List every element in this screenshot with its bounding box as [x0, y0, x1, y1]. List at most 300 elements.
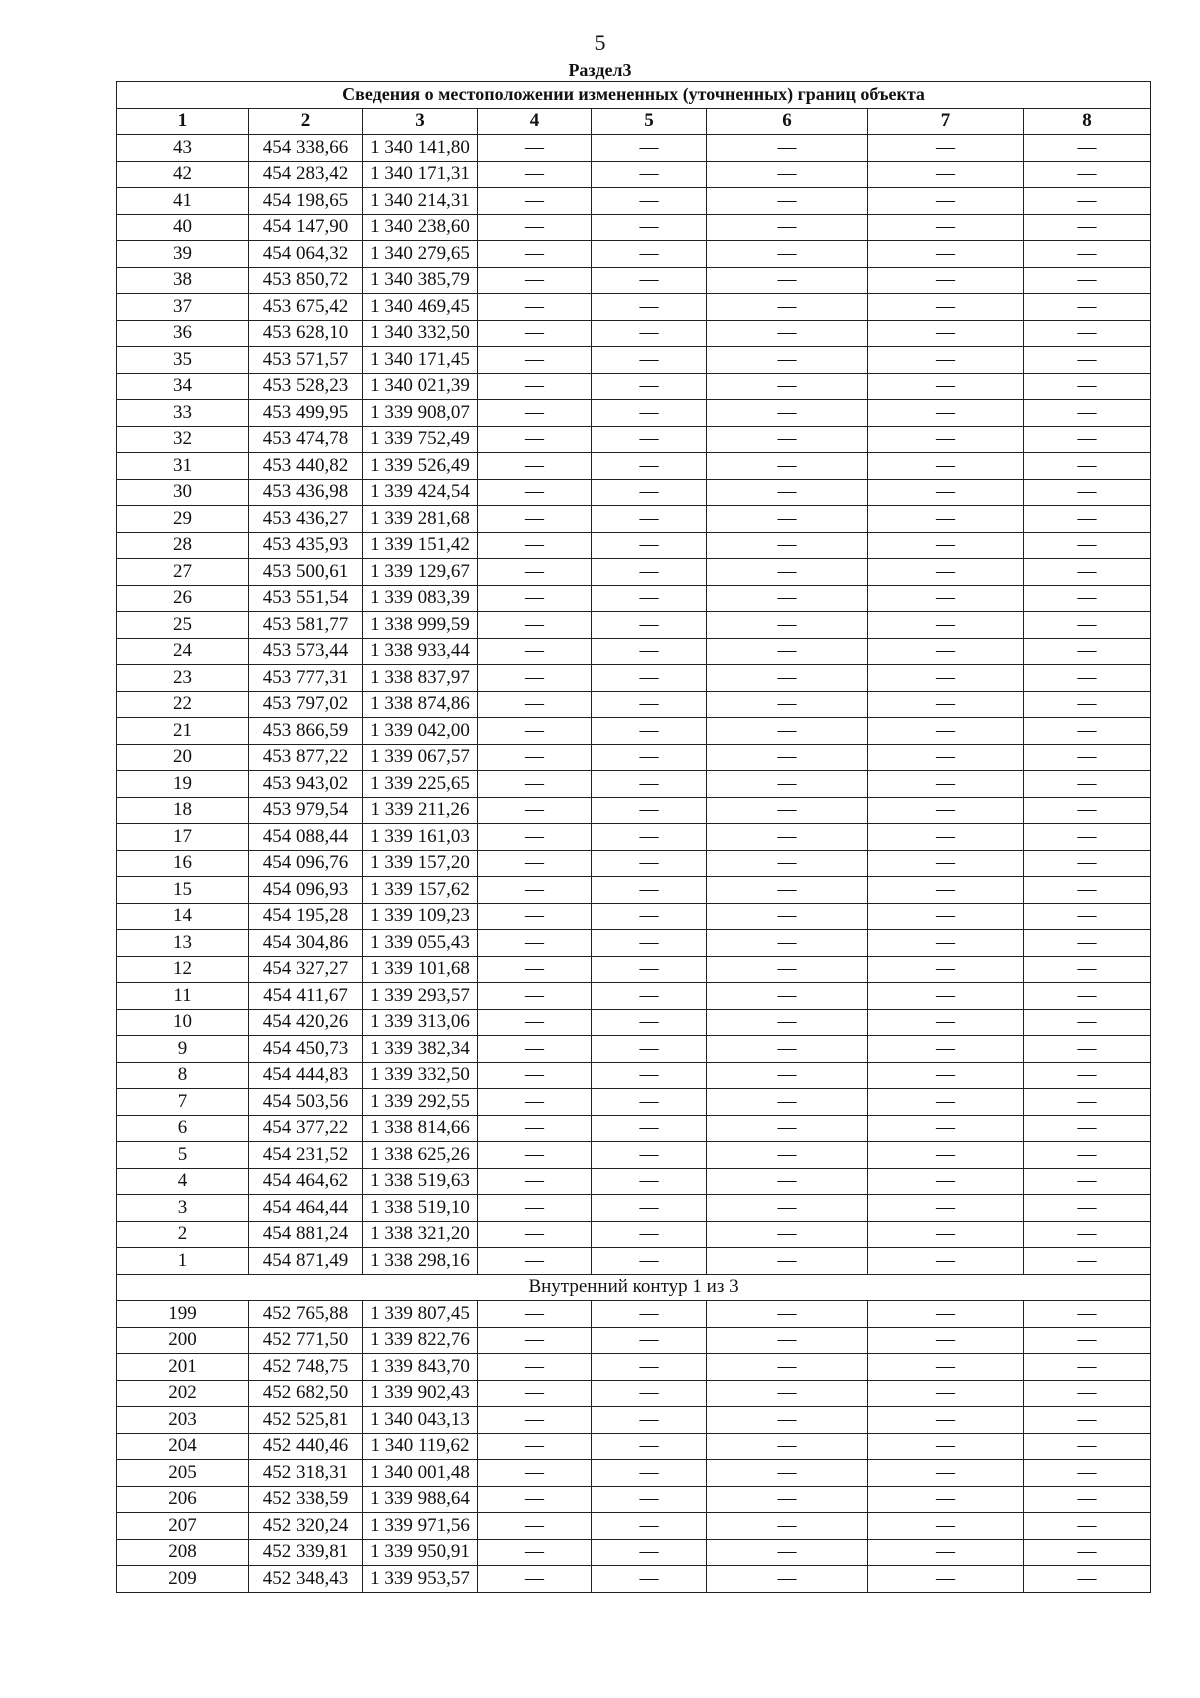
- empty-mark-cell: —: [592, 400, 707, 427]
- x-coordinate-cell: 453 435,93: [249, 532, 363, 559]
- empty-mark-cell: —: [592, 1460, 707, 1487]
- y-coordinate-cell: 1 339 157,20: [363, 850, 478, 877]
- empty-mark-cell: —: [868, 1407, 1024, 1434]
- point-number-cell: 9: [117, 1036, 249, 1063]
- y-coordinate-cell: 1 339 807,45: [363, 1301, 478, 1328]
- empty-mark-cell: —: [592, 1301, 707, 1328]
- y-coordinate-cell: 1 340 171,45: [363, 347, 478, 374]
- empty-mark-cell: —: [868, 320, 1024, 347]
- empty-mark-cell: —: [478, 135, 592, 162]
- empty-mark-cell: —: [592, 1195, 707, 1222]
- empty-mark-cell: —: [592, 718, 707, 745]
- table-row: [117, 161, 1151, 188]
- empty-mark-cell: —: [478, 320, 592, 347]
- empty-mark-cell: —: [868, 691, 1024, 718]
- x-coordinate-cell: 453 777,31: [249, 665, 363, 692]
- empty-mark-cell: —: [592, 612, 707, 639]
- empty-mark-cell: —: [707, 479, 868, 506]
- x-coordinate-cell: 453 628,10: [249, 320, 363, 347]
- table-row: [117, 1513, 1151, 1540]
- empty-mark-cell: —: [592, 1513, 707, 1540]
- table-row: [117, 532, 1151, 559]
- point-number-cell: 43: [117, 135, 249, 162]
- empty-mark-cell: —: [592, 1407, 707, 1434]
- column-header: 6: [707, 108, 868, 135]
- empty-mark-cell: —: [868, 718, 1024, 745]
- table-row: [117, 824, 1151, 851]
- point-number-cell: 6: [117, 1115, 249, 1142]
- table-row: [117, 1460, 1151, 1487]
- x-coordinate-cell: 453 573,44: [249, 638, 363, 665]
- y-coordinate-cell: 1 339 161,03: [363, 824, 478, 851]
- point-number-cell: 24: [117, 638, 249, 665]
- empty-mark-cell: —: [868, 1115, 1024, 1142]
- empty-mark-cell: —: [478, 956, 592, 983]
- empty-mark-cell: —: [478, 612, 592, 639]
- empty-mark-cell: —: [707, 983, 868, 1010]
- y-coordinate-cell: 1 339 293,57: [363, 983, 478, 1010]
- x-coordinate-cell: 454 064,32: [249, 241, 363, 268]
- x-coordinate-cell: 454 464,44: [249, 1195, 363, 1222]
- empty-mark-cell: —: [707, 1327, 868, 1354]
- y-coordinate-cell: 1 340 141,80: [363, 135, 478, 162]
- point-number-cell: 19: [117, 771, 249, 798]
- empty-mark-cell: —: [707, 797, 868, 824]
- y-coordinate-cell: 1 340 001,48: [363, 1460, 478, 1487]
- table-caption-row: [117, 82, 1151, 109]
- column-header: 1: [117, 108, 249, 135]
- point-number-cell: 27: [117, 559, 249, 586]
- empty-mark-cell: —: [868, 559, 1024, 586]
- point-number-cell: 206: [117, 1486, 249, 1513]
- empty-mark-cell: —: [1024, 638, 1151, 665]
- x-coordinate-cell: 452 348,43: [249, 1566, 363, 1593]
- empty-mark-cell: —: [707, 1009, 868, 1036]
- empty-mark-cell: —: [868, 638, 1024, 665]
- empty-mark-cell: —: [707, 294, 868, 321]
- point-number-cell: 14: [117, 903, 249, 930]
- empty-mark-cell: —: [478, 1221, 592, 1248]
- empty-mark-cell: —: [707, 718, 868, 745]
- empty-mark-cell: —: [592, 214, 707, 241]
- empty-mark-cell: —: [868, 453, 1024, 480]
- point-number-cell: 209: [117, 1566, 249, 1593]
- empty-mark-cell: —: [707, 1354, 868, 1381]
- empty-mark-cell: —: [707, 1221, 868, 1248]
- empty-mark-cell: —: [592, 824, 707, 851]
- empty-mark-cell: —: [707, 1513, 868, 1540]
- empty-mark-cell: —: [478, 797, 592, 824]
- empty-mark-cell: —: [868, 1513, 1024, 1540]
- empty-mark-cell: —: [592, 1486, 707, 1513]
- empty-mark-cell: —: [868, 426, 1024, 453]
- empty-mark-cell: —: [868, 1301, 1024, 1328]
- y-coordinate-cell: 1 340 385,79: [363, 267, 478, 294]
- empty-mark-cell: —: [478, 1566, 592, 1593]
- empty-mark-cell: —: [478, 453, 592, 480]
- empty-mark-cell: —: [1024, 1115, 1151, 1142]
- empty-mark-cell: —: [478, 1062, 592, 1089]
- table-caption: Сведения о местоположении измененных (уточненных) границ объекта: [117, 82, 1151, 109]
- table-row: [117, 373, 1151, 400]
- point-number-cell: 200: [117, 1327, 249, 1354]
- table-row: [117, 294, 1151, 321]
- empty-mark-cell: —: [478, 744, 592, 771]
- column-header: 4: [478, 108, 592, 135]
- point-number-cell: 7: [117, 1089, 249, 1116]
- x-coordinate-cell: 452 748,75: [249, 1354, 363, 1381]
- empty-mark-cell: —: [592, 1142, 707, 1169]
- table-body: [117, 135, 1151, 1593]
- empty-mark-cell: —: [592, 1433, 707, 1460]
- x-coordinate-cell: 452 682,50: [249, 1380, 363, 1407]
- y-coordinate-cell: 1 339 083,39: [363, 585, 478, 612]
- empty-mark-cell: —: [478, 347, 592, 374]
- point-number-cell: 37: [117, 294, 249, 321]
- empty-mark-cell: —: [707, 1142, 868, 1169]
- empty-mark-cell: —: [478, 188, 592, 215]
- empty-mark-cell: —: [478, 1433, 592, 1460]
- column-header: 8: [1024, 108, 1151, 135]
- empty-mark-cell: —: [868, 188, 1024, 215]
- empty-mark-cell: —: [592, 1354, 707, 1381]
- point-number-cell: 204: [117, 1433, 249, 1460]
- column-header-row: [117, 108, 1151, 135]
- point-number-cell: 207: [117, 1513, 249, 1540]
- empty-mark-cell: —: [478, 1327, 592, 1354]
- empty-mark-cell: —: [592, 188, 707, 215]
- empty-mark-cell: —: [868, 1195, 1024, 1222]
- empty-mark-cell: —: [868, 1380, 1024, 1407]
- empty-mark-cell: —: [707, 135, 868, 162]
- x-coordinate-cell: 453 581,77: [249, 612, 363, 639]
- empty-mark-cell: —: [592, 267, 707, 294]
- empty-mark-cell: —: [868, 665, 1024, 692]
- y-coordinate-cell: 1 340 332,50: [363, 320, 478, 347]
- y-coordinate-cell: 1 338 933,44: [363, 638, 478, 665]
- empty-mark-cell: —: [478, 824, 592, 851]
- empty-mark-cell: —: [707, 850, 868, 877]
- empty-mark-cell: —: [868, 532, 1024, 559]
- empty-mark-cell: —: [592, 1062, 707, 1089]
- empty-mark-cell: —: [1024, 1168, 1151, 1195]
- empty-mark-cell: —: [1024, 585, 1151, 612]
- empty-mark-cell: —: [707, 267, 868, 294]
- x-coordinate-cell: 453 866,59: [249, 718, 363, 745]
- table-row: [117, 1407, 1151, 1434]
- table-row: [117, 638, 1151, 665]
- empty-mark-cell: —: [1024, 135, 1151, 162]
- empty-mark-cell: —: [707, 1433, 868, 1460]
- x-coordinate-cell: 454 464,62: [249, 1168, 363, 1195]
- empty-mark-cell: —: [868, 1354, 1024, 1381]
- empty-mark-cell: —: [1024, 267, 1151, 294]
- x-coordinate-cell: 453 528,23: [249, 373, 363, 400]
- empty-mark-cell: —: [1024, 1062, 1151, 1089]
- empty-mark-cell: —: [868, 771, 1024, 798]
- table-row: [117, 241, 1151, 268]
- empty-mark-cell: —: [592, 1115, 707, 1142]
- x-coordinate-cell: 454 283,42: [249, 161, 363, 188]
- page-number: 5: [594, 30, 606, 55]
- table-row: [117, 612, 1151, 639]
- empty-mark-cell: —: [592, 903, 707, 930]
- x-coordinate-cell: 453 943,02: [249, 771, 363, 798]
- empty-mark-cell: —: [478, 585, 592, 612]
- x-coordinate-cell: 453 500,61: [249, 559, 363, 586]
- point-number-cell: 34: [117, 373, 249, 400]
- empty-mark-cell: —: [1024, 294, 1151, 321]
- empty-mark-cell: —: [1024, 744, 1151, 771]
- x-coordinate-cell: 452 320,24: [249, 1513, 363, 1540]
- point-number-cell: 16: [117, 850, 249, 877]
- table-row: [117, 903, 1151, 930]
- empty-mark-cell: —: [478, 426, 592, 453]
- empty-mark-cell: —: [707, 771, 868, 798]
- empty-mark-cell: —: [478, 930, 592, 957]
- point-number-cell: 23: [117, 665, 249, 692]
- point-number-cell: 5: [117, 1142, 249, 1169]
- x-coordinate-cell: 454 088,44: [249, 824, 363, 851]
- point-number-cell: 18: [117, 797, 249, 824]
- x-coordinate-cell: 452 525,81: [249, 1407, 363, 1434]
- y-coordinate-cell: 1 338 999,59: [363, 612, 478, 639]
- y-coordinate-cell: 1 340 171,31: [363, 161, 478, 188]
- y-coordinate-cell: 1 339 313,06: [363, 1009, 478, 1036]
- y-coordinate-cell: 1 339 822,76: [363, 1327, 478, 1354]
- empty-mark-cell: —: [1024, 718, 1151, 745]
- empty-mark-cell: —: [592, 479, 707, 506]
- y-coordinate-cell: 1 340 043,13: [363, 1407, 478, 1434]
- empty-mark-cell: —: [1024, 665, 1151, 692]
- empty-mark-cell: —: [478, 1301, 592, 1328]
- empty-mark-cell: —: [707, 1168, 868, 1195]
- y-coordinate-cell: 1 339 953,57: [363, 1566, 478, 1593]
- x-coordinate-cell: 453 440,82: [249, 453, 363, 480]
- y-coordinate-cell: 1 339 129,67: [363, 559, 478, 586]
- y-coordinate-cell: 1 339 055,43: [363, 930, 478, 957]
- point-number-cell: 202: [117, 1380, 249, 1407]
- empty-mark-cell: —: [592, 1380, 707, 1407]
- x-coordinate-cell: 452 440,46: [249, 1433, 363, 1460]
- point-number-cell: 2: [117, 1221, 249, 1248]
- empty-mark-cell: —: [868, 1036, 1024, 1063]
- x-coordinate-cell: 454 096,93: [249, 877, 363, 904]
- empty-mark-cell: —: [1024, 188, 1151, 215]
- y-coordinate-cell: 1 339 292,55: [363, 1089, 478, 1116]
- empty-mark-cell: —: [478, 771, 592, 798]
- empty-mark-cell: —: [868, 294, 1024, 321]
- empty-mark-cell: —: [707, 585, 868, 612]
- empty-mark-cell: —: [1024, 1433, 1151, 1460]
- empty-mark-cell: —: [478, 1513, 592, 1540]
- point-number-cell: 12: [117, 956, 249, 983]
- empty-mark-cell: —: [478, 850, 592, 877]
- x-coordinate-cell: 453 474,78: [249, 426, 363, 453]
- point-number-cell: 205: [117, 1460, 249, 1487]
- x-coordinate-cell: 453 675,42: [249, 294, 363, 321]
- empty-mark-cell: —: [478, 161, 592, 188]
- point-number-cell: 20: [117, 744, 249, 771]
- table-row: [117, 1301, 1151, 1328]
- table-row: [117, 1142, 1151, 1169]
- empty-mark-cell: —: [592, 294, 707, 321]
- y-coordinate-cell: 1 339 101,68: [363, 956, 478, 983]
- empty-mark-cell: —: [707, 1486, 868, 1513]
- x-coordinate-cell: 454 420,26: [249, 1009, 363, 1036]
- empty-mark-cell: —: [707, 930, 868, 957]
- empty-mark-cell: —: [868, 373, 1024, 400]
- y-coordinate-cell: 1 339 151,42: [363, 532, 478, 559]
- empty-mark-cell: —: [1024, 1221, 1151, 1248]
- y-coordinate-cell: 1 339 424,54: [363, 479, 478, 506]
- y-coordinate-cell: 1 339 211,26: [363, 797, 478, 824]
- x-coordinate-cell: 454 147,90: [249, 214, 363, 241]
- empty-mark-cell: —: [592, 506, 707, 533]
- empty-mark-cell: —: [478, 1142, 592, 1169]
- empty-mark-cell: —: [868, 241, 1024, 268]
- empty-mark-cell: —: [868, 956, 1024, 983]
- empty-mark-cell: —: [707, 612, 868, 639]
- empty-mark-cell: —: [868, 877, 1024, 904]
- empty-mark-cell: —: [1024, 479, 1151, 506]
- empty-mark-cell: —: [1024, 400, 1151, 427]
- y-coordinate-cell: 1 339 971,56: [363, 1513, 478, 1540]
- x-coordinate-cell: 452 771,50: [249, 1327, 363, 1354]
- x-coordinate-cell: 454 327,27: [249, 956, 363, 983]
- table-row: [117, 1539, 1151, 1566]
- contour-label: Внутренний контур 1 из 3: [117, 1274, 1151, 1301]
- empty-mark-cell: —: [707, 453, 868, 480]
- empty-mark-cell: —: [868, 400, 1024, 427]
- empty-mark-cell: —: [592, 1566, 707, 1593]
- section-title: Раздел3: [568, 60, 632, 80]
- y-coordinate-cell: 1 340 119,62: [363, 1433, 478, 1460]
- empty-mark-cell: —: [707, 400, 868, 427]
- table-row: [117, 320, 1151, 347]
- table-row: [117, 1168, 1151, 1195]
- empty-mark-cell: —: [868, 744, 1024, 771]
- y-coordinate-cell: 1 338 814,66: [363, 1115, 478, 1142]
- empty-mark-cell: —: [707, 1407, 868, 1434]
- empty-mark-cell: —: [868, 1221, 1024, 1248]
- empty-mark-cell: —: [868, 479, 1024, 506]
- contour-label-row: [117, 1274, 1151, 1301]
- empty-mark-cell: —: [707, 347, 868, 374]
- table-row: [117, 1009, 1151, 1036]
- empty-mark-cell: —: [707, 1062, 868, 1089]
- y-coordinate-cell: 1 339 988,64: [363, 1486, 478, 1513]
- empty-mark-cell: —: [478, 1036, 592, 1063]
- y-coordinate-cell: 1 338 837,97: [363, 665, 478, 692]
- empty-mark-cell: —: [592, 532, 707, 559]
- table-row: [117, 479, 1151, 506]
- empty-mark-cell: —: [1024, 506, 1151, 533]
- empty-mark-cell: —: [1024, 691, 1151, 718]
- y-coordinate-cell: 1 339 382,34: [363, 1036, 478, 1063]
- empty-mark-cell: —: [868, 1142, 1024, 1169]
- empty-mark-cell: —: [1024, 1354, 1151, 1381]
- point-number-cell: 32: [117, 426, 249, 453]
- empty-mark-cell: —: [592, 638, 707, 665]
- boundary-coordinates-table: [116, 81, 1151, 1593]
- empty-mark-cell: —: [1024, 1513, 1151, 1540]
- empty-mark-cell: —: [478, 373, 592, 400]
- empty-mark-cell: —: [592, 850, 707, 877]
- point-number-cell: 22: [117, 691, 249, 718]
- table-row: [117, 1327, 1151, 1354]
- empty-mark-cell: —: [478, 1089, 592, 1116]
- x-coordinate-cell: 454 450,73: [249, 1036, 363, 1063]
- x-coordinate-cell: 454 096,76: [249, 850, 363, 877]
- empty-mark-cell: —: [1024, 1195, 1151, 1222]
- empty-mark-cell: —: [592, 161, 707, 188]
- y-coordinate-cell: 1 339 332,50: [363, 1062, 478, 1089]
- y-coordinate-cell: 1 338 625,26: [363, 1142, 478, 1169]
- x-coordinate-cell: 452 318,31: [249, 1460, 363, 1487]
- empty-mark-cell: —: [478, 877, 592, 904]
- empty-mark-cell: —: [478, 1115, 592, 1142]
- empty-mark-cell: —: [478, 267, 592, 294]
- x-coordinate-cell: 453 436,98: [249, 479, 363, 506]
- y-coordinate-cell: 1 339 908,07: [363, 400, 478, 427]
- table-row: [117, 347, 1151, 374]
- y-coordinate-cell: 1 340 021,39: [363, 373, 478, 400]
- y-coordinate-cell: 1 339 752,49: [363, 426, 478, 453]
- x-coordinate-cell: 454 503,56: [249, 1089, 363, 1116]
- table-row: [117, 214, 1151, 241]
- point-number-cell: 41: [117, 188, 249, 215]
- empty-mark-cell: —: [1024, 1327, 1151, 1354]
- y-coordinate-cell: 1 340 469,45: [363, 294, 478, 321]
- empty-mark-cell: —: [592, 956, 707, 983]
- empty-mark-cell: —: [478, 214, 592, 241]
- empty-mark-cell: —: [1024, 532, 1151, 559]
- x-coordinate-cell: 453 436,27: [249, 506, 363, 533]
- point-number-cell: 28: [117, 532, 249, 559]
- point-number-cell: 39: [117, 241, 249, 268]
- x-coordinate-cell: 453 850,72: [249, 267, 363, 294]
- empty-mark-cell: —: [1024, 1539, 1151, 1566]
- x-coordinate-cell: 454 377,22: [249, 1115, 363, 1142]
- y-coordinate-cell: 1 339 281,68: [363, 506, 478, 533]
- y-coordinate-cell: 1 340 279,65: [363, 241, 478, 268]
- point-number-cell: 1: [117, 1248, 249, 1275]
- point-number-cell: 17: [117, 824, 249, 851]
- empty-mark-cell: —: [1024, 1566, 1151, 1593]
- table-row: [117, 1062, 1151, 1089]
- x-coordinate-cell: 454 231,52: [249, 1142, 363, 1169]
- empty-mark-cell: —: [707, 1248, 868, 1275]
- empty-mark-cell: —: [1024, 347, 1151, 374]
- empty-mark-cell: —: [707, 691, 868, 718]
- table-row: [117, 1566, 1151, 1593]
- empty-mark-cell: —: [478, 1486, 592, 1513]
- empty-mark-cell: —: [1024, 1248, 1151, 1275]
- empty-mark-cell: —: [1024, 930, 1151, 957]
- column-header: 7: [868, 108, 1024, 135]
- x-coordinate-cell: 453 979,54: [249, 797, 363, 824]
- empty-mark-cell: —: [1024, 1036, 1151, 1063]
- table-row: [117, 426, 1151, 453]
- empty-mark-cell: —: [707, 214, 868, 241]
- empty-mark-cell: —: [592, 559, 707, 586]
- column-header: 5: [592, 108, 707, 135]
- empty-mark-cell: —: [592, 771, 707, 798]
- y-coordinate-cell: 1 339 950,91: [363, 1539, 478, 1566]
- y-coordinate-cell: 1 339 157,62: [363, 877, 478, 904]
- point-number-cell: 29: [117, 506, 249, 533]
